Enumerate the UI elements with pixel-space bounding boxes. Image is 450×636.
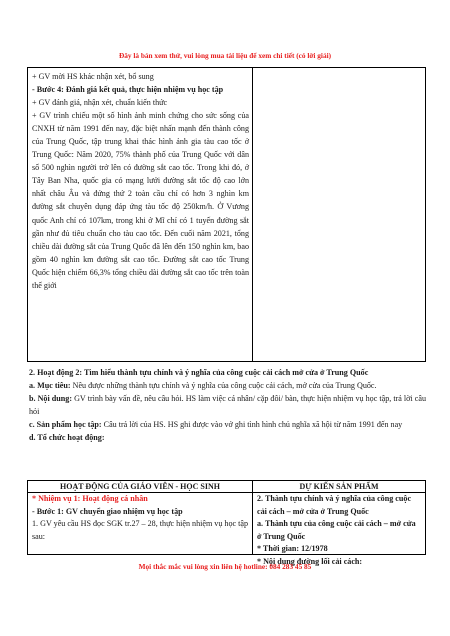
product-paragraph	[29, 418, 426, 431]
right-cell	[257, 493, 422, 568]
section-title: 2. Thành tựu chính và ý nghĩa của công cuộc cải cách – mở cửa ở Trung Quốc	[257, 494, 412, 516]
header-teacher-student: HOẠT ĐỘNG CỦA GIÁO VIÊN - HỌC SINH	[60, 482, 220, 491]
content-label: b. Nội dung:	[29, 394, 73, 404]
objective-text: Nêu được những thành tựu chính và ý nghĩa của công cuộc cải cách, mở cửa của Trung Quốc.	[70, 381, 377, 391]
task-1-label: * Nhiệm vụ 1: Hoạt động cá nhân	[32, 494, 148, 503]
text-line: + GV mời HS khác nhận xét, bổ sung	[32, 72, 154, 81]
teacher-activity-column	[32, 70, 249, 292]
content-text: GV trình bày vấn đề, nêu câu hỏi. HS làm việc cá nhân/ cặp đôi/ bàn, thực hiện nhiệm vụ học tập, trả lời câu hỏi	[29, 394, 426, 417]
product-label: c. Sản phẩm học tập:	[29, 420, 102, 430]
hotline-banner: Mọi thắc mắc vui lòng xin liên hệ hotline: 084 283 45 85	[138, 562, 312, 571]
content-paragraph	[29, 392, 426, 418]
organization-heading: d. Tổ chức hoạt động:	[29, 433, 105, 443]
objective-paragraph	[29, 379, 426, 392]
task-instruction: 1. GV yêu cầu HS đọc SGK tr.27 – 28, thực hiện nhiệm vụ học tập sau:	[32, 519, 248, 541]
time-line: * Thời gian: 12/1978	[257, 544, 328, 553]
text-line: + GV đánh giá, nhận xét, chuẩn kiến thức	[32, 98, 168, 108]
step-heading: - Bước 4: Đánh giá kết quả, thực hiện nhiệm vụ học tập	[32, 85, 224, 95]
content-line: * Nội dung đường lối cải cách:	[257, 556, 363, 566]
activity-2-section	[29, 366, 426, 445]
text-paragraph: + GV trình chiếu một số hình ảnh minh chứng cho sức sống của CNXH từ năm 1991 đến nay, đặc biệt nhấn mạnh đến thành công của Trung Quốc, tập trung khai thác hình ảnh gia tàu cao tốc ở Trung Quốc: Năm 2020, 75% thành phố của Trung Quốc với dân số 500 nghìn người trở lên có đường sắt cao tốc. Trong khi đó, ở Tây Ban Nha, quốc gia có mạng lưới đường sắt tốc độ cao lớn nhất châu Âu và đứng thứ 2 toàn cầu chỉ có hơn 3 nghìn km đường sắt chuyên dụng đáp ứng tàu tốc độ 250km/h. Ở Vương quốc Anh chỉ có 107km, trong khi ở Mĩ chỉ có 1 tuyến đường sắt gần như đủ tiêu chuẩn cho tàu cao tốc. Đến cuối năm 2021, tổng chiều dài đường sắt của Trung Quốc đã lên đến 150 nghìn km, bao gồm 40 nghìn km đường sắt cao tốc. Đường sắt cao tốc Trung Quốc hiện chiếm 66,3% tổng chiều dài đường sắt cao tốc trên toàn thế giới	[32, 111, 249, 290]
left-cell	[32, 493, 249, 543]
step-1-label: - Bước 1: GV chuyển giao nhiệm vụ học tập	[32, 506, 183, 516]
activity-2-title: 2. Hoạt động 2: Tìm hiểu thành tựu chính và ý nghĩa của công cuộc cải cách mở cửa ở Trung Quốc	[29, 368, 369, 377]
activity-table-continued	[27, 67, 426, 362]
column-divider	[252, 68, 253, 361]
activity-2-table	[27, 480, 426, 566]
subsection-title: a. Thành tựu của công cuộc cải cách – mở cửa ở Trung Quốc	[257, 519, 416, 541]
preview-banner: Đây là bản xem thử, vui lòng mua tài liệu để xem chi tiết (có lời giải)	[118, 51, 332, 60]
header-expected-product: DỰ KIẾN SẢN PHẨM	[299, 482, 379, 491]
product-text: Câu trả lời của HS. HS ghi được vào vở ghi tình hình chủ nghĩa xã hội từ năm 1991 đến nay	[101, 420, 403, 430]
objective-label: a. Mục tiêu:	[29, 381, 71, 391]
